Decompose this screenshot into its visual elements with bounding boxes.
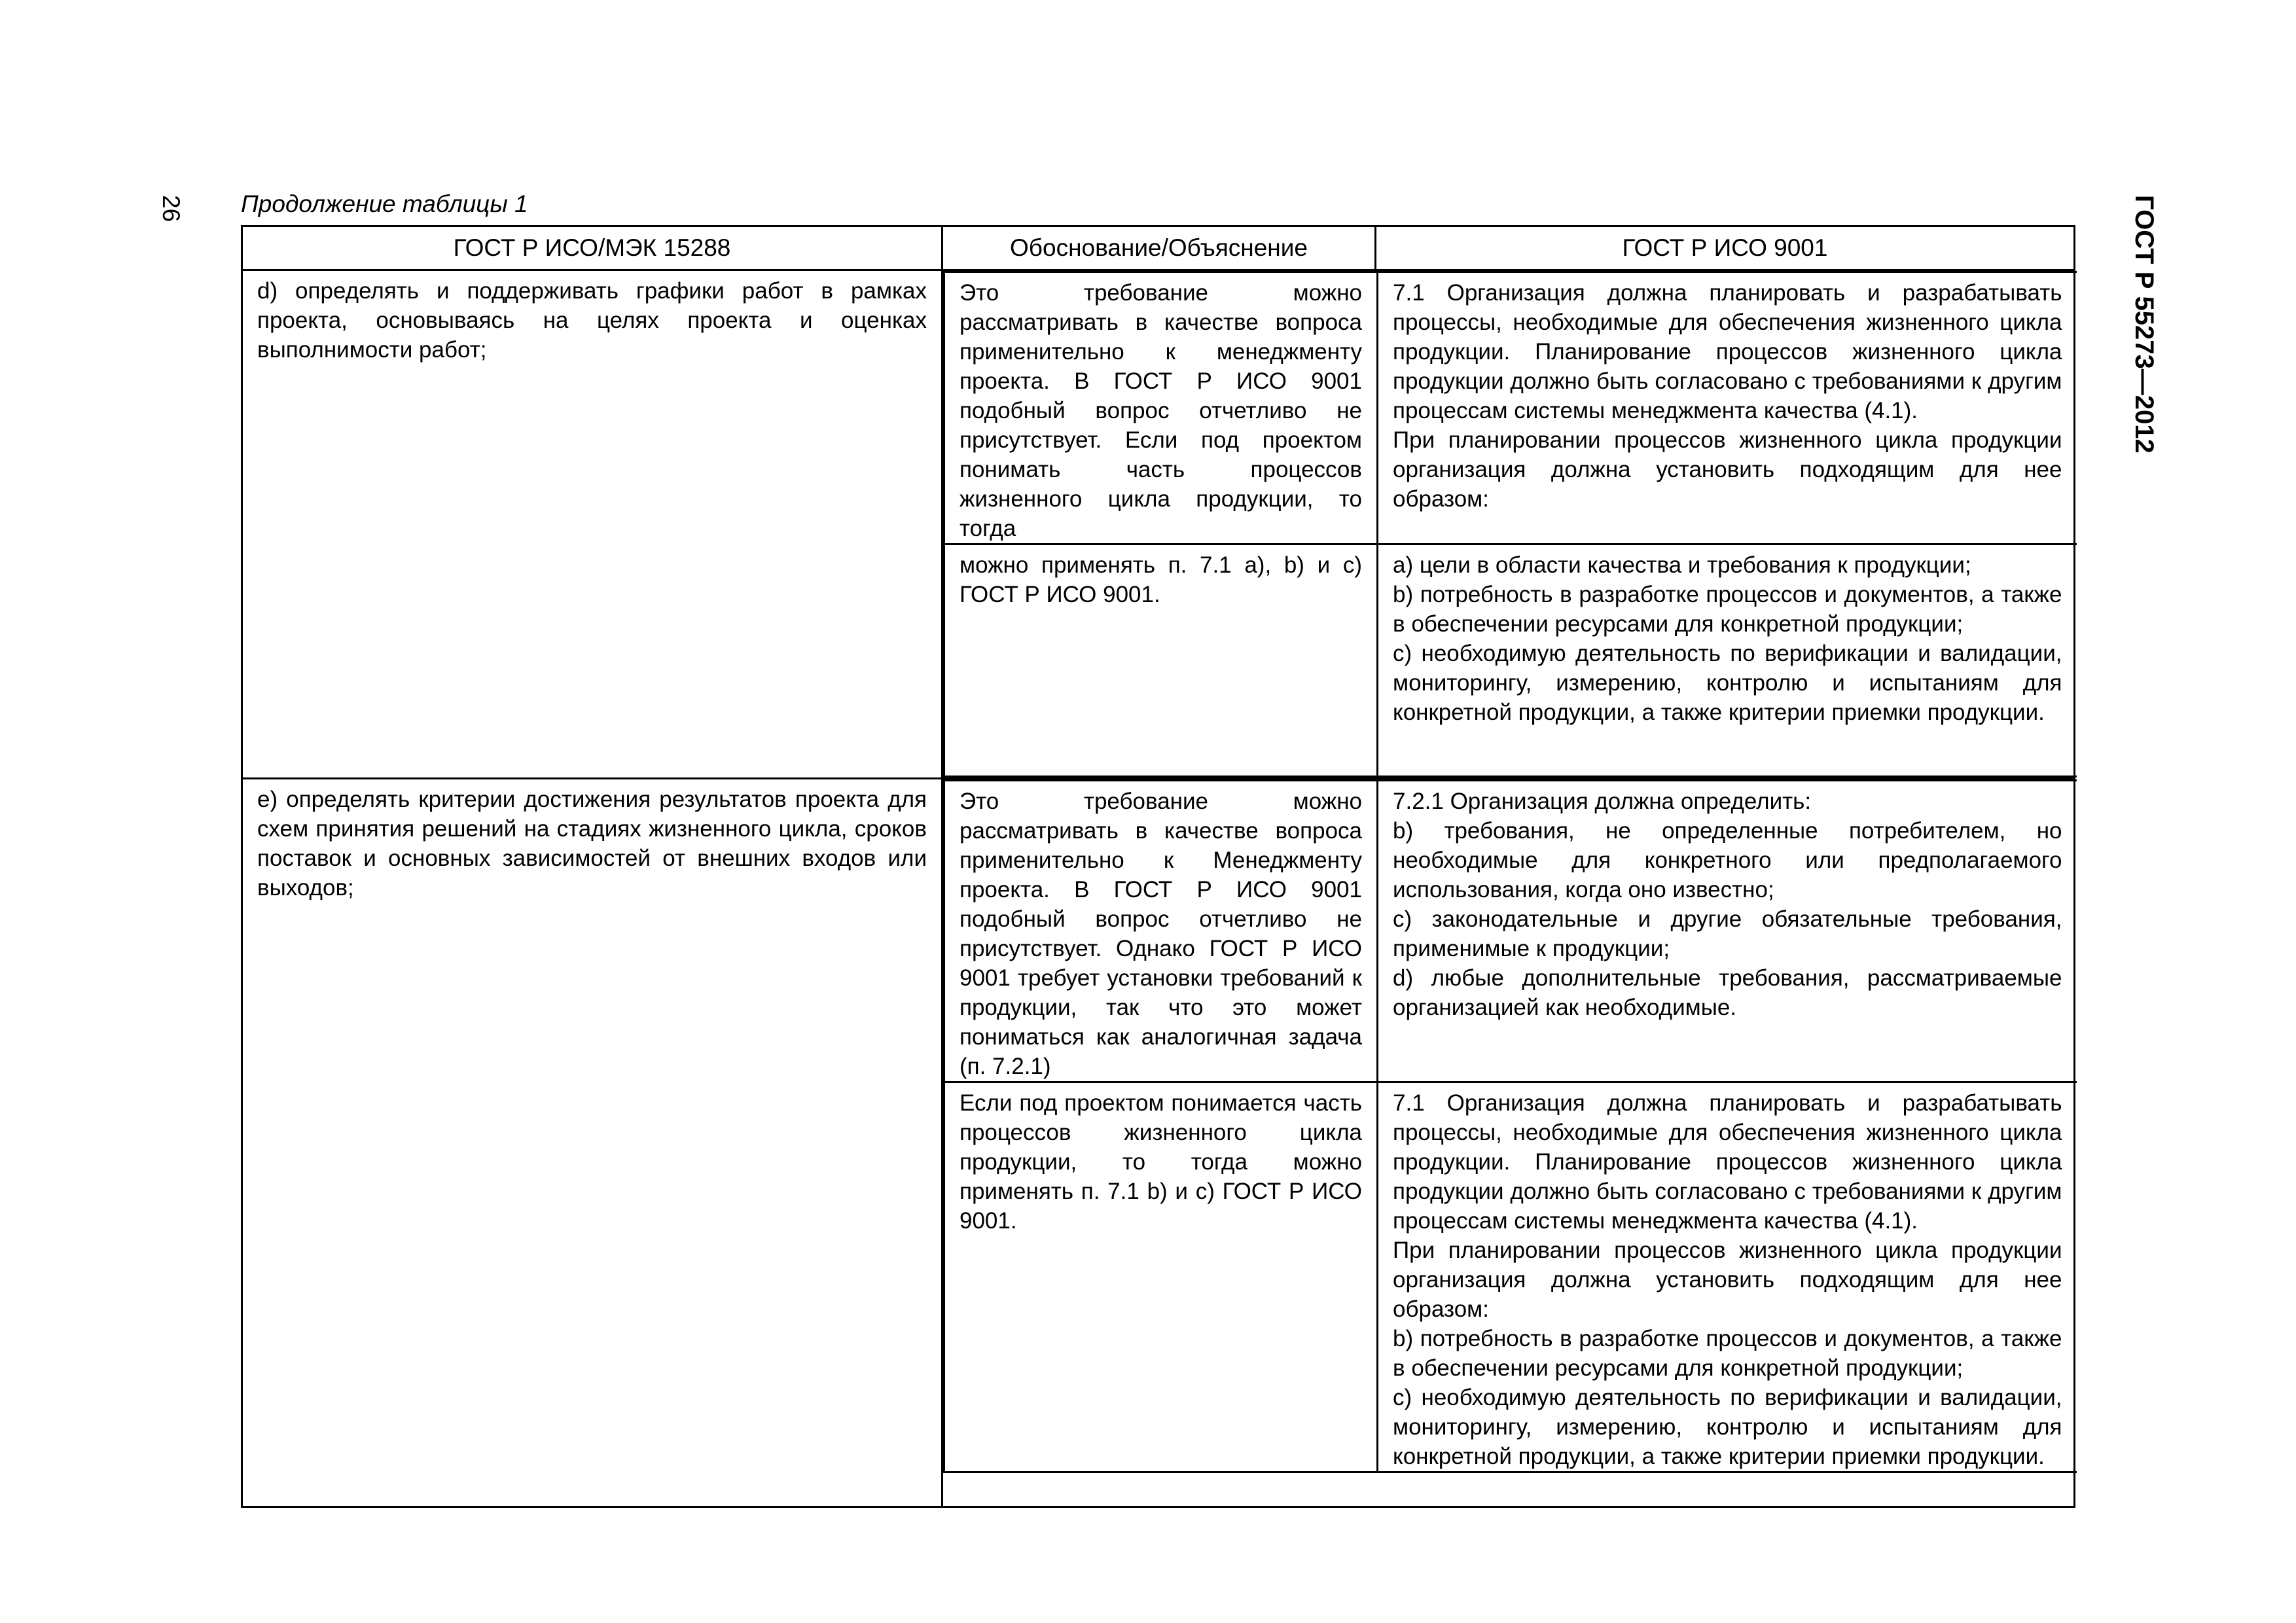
sub-rows-cell <box>942 270 2075 779</box>
table-header-row <box>242 226 2075 270</box>
table-row <box>242 779 2075 1507</box>
iso9001-paragraph: d) любые дополнительные требования, рассматриваемые организацией как необходимые. <box>1393 965 2062 1020</box>
iso9001-paragraph: b) требования, не определенные потребителем, но необходимые для конкретного или предполагаемого использования, когда оно известно; <box>1393 818 2062 902</box>
justification-cell <box>944 272 1378 544</box>
sub-row <box>944 272 2077 544</box>
iso9001-cell <box>1378 1082 2077 1472</box>
iso9001-paragraph: b) потребность в разработке процессов и документов, а также в обеспечении ресурсами для конкретной продукции; <box>1393 1326 2062 1381</box>
justification-text: Это требование можно рассматривать в качестве вопроса применительно к менеджменту проекта. В ГОСТ Р ИСО 9001 подобный вопрос отчетливо не присутствует. Если под проектом понимать часть процессов жизненного цикла продукции, то тогда <box>960 280 1362 541</box>
justification-cell <box>944 1082 1378 1472</box>
iso9001-paragraph: a) цели в области качества и требования к продукции; <box>1393 552 1971 578</box>
iso9001-text <box>1378 781 2077 1022</box>
requirement-cell <box>242 270 942 779</box>
table-row <box>242 270 2075 779</box>
column-header-iso-15288: ГОСТ Р ИСО/МЭК 15288 <box>242 226 942 270</box>
justification-cell <box>944 781 1378 1082</box>
table-caption: Продолжение таблицы 1 <box>241 190 528 217</box>
iso9001-paragraph: b) потребность в разработке процессов и документов, а также в обеспечении ресурсами для конкретной продукции; <box>1393 582 2062 637</box>
iso9001-text <box>1378 545 2077 727</box>
iso9001-paragraph: c) необходимую деятельность по верификации и валидации, мониторингу, измерению, контролю и испытаниям для конкретной продукции, а также критерии приемки продукции. <box>1393 1385 2062 1469</box>
sub-table <box>943 779 2077 1473</box>
requirement-cell <box>242 779 942 1507</box>
requirement-text: e) определять критерии достижения результатов проекта для схем принятия решений на стадиях жизненного цикла, сроков поставок и основных зависимостей от внешних входов или выходов; <box>257 787 927 901</box>
justification-cell <box>944 544 1378 777</box>
iso9001-cell <box>1378 544 2077 777</box>
column-header-iso-9001: ГОСТ Р ИСО 9001 <box>1376 226 2075 270</box>
iso9001-paragraph: c) законодательные и другие обязательные требования, применимые к продукции; <box>1393 906 2062 961</box>
sub-row <box>944 781 2077 1082</box>
page-number: 26 <box>158 195 185 223</box>
iso9001-cell <box>1378 781 2077 1082</box>
iso9001-text <box>1378 273 2077 514</box>
iso9001-paragraph: 7.1 Организация должна планировать и разрабатывать процессы, необходимые для обеспечения жизненного цикла продукции. Планирование процессов жизненного цикла продукции должно быть согласовано с требованиями к другим процессам системы менеджмента качества (4.1). <box>1393 280 2062 423</box>
sub-row <box>944 1082 2077 1472</box>
iso9001-cell <box>1378 272 2077 544</box>
column-header-justification: Обоснование/Объяснение <box>942 226 1376 270</box>
iso9001-paragraph: При планировании процессов жизненного цикла продукции организация должна установить подходящим для нее образом: <box>1393 1238 2062 1322</box>
iso9001-paragraph: c) необходимую деятельность по верификации и валидации, мониторингу, измерению, контролю и испытаниям для конкретной продукции, а также критерии приемки продукции. <box>1393 641 2062 725</box>
justification-text: можно применять п. 7.1 a), b) и c) ГОСТ Р ИСО 9001. <box>960 552 1362 607</box>
sub-rows-cell <box>942 779 2075 1507</box>
sub-table <box>943 271 2077 777</box>
justification-text: Если под проектом понимается часть процессов жизненного цикла продукции, то тогда можно применять п. 7.1 b) и c) ГОСТ Р ИСО 9001. <box>960 1090 1362 1234</box>
iso9001-paragraph: 7.2.1 Организация должна определить: <box>1393 789 1812 814</box>
iso9001-text <box>1378 1083 2077 1471</box>
iso9001-paragraph: При планировании процессов жизненного цикла продукции организация должна установить подходящим для нее образом: <box>1393 427 2062 512</box>
justification-text: Это требование можно рассматривать в качестве вопроса применительно к Менеджменту проекта. В ГОСТ Р ИСО 9001 подобный вопрос отчетливо не присутствует. Однако ГОСТ Р ИСО 9001 требует установки требований к продукции, так что это может пониматься как аналогичная задача (п. 7.2.1) <box>960 789 1362 1079</box>
iso9001-paragraph: 7.1 Организация должна планировать и разрабатывать процессы, необходимые для обеспечения жизненного цикла продукции. Планирование процессов жизненного цикла продукции должно быть согласовано с требованиями к другим процессам системы менеджмента качества (4.1). <box>1393 1090 2062 1234</box>
sub-row <box>944 544 2077 777</box>
document-code: ГОСТ Р 55273—2012 <box>2130 195 2159 454</box>
requirement-text: d) определять и поддерживать графики работ в рамках проекта, основываясь на целях проекта и оценках выполнимости работ; <box>257 278 927 363</box>
comparison-table <box>241 225 2075 1508</box>
